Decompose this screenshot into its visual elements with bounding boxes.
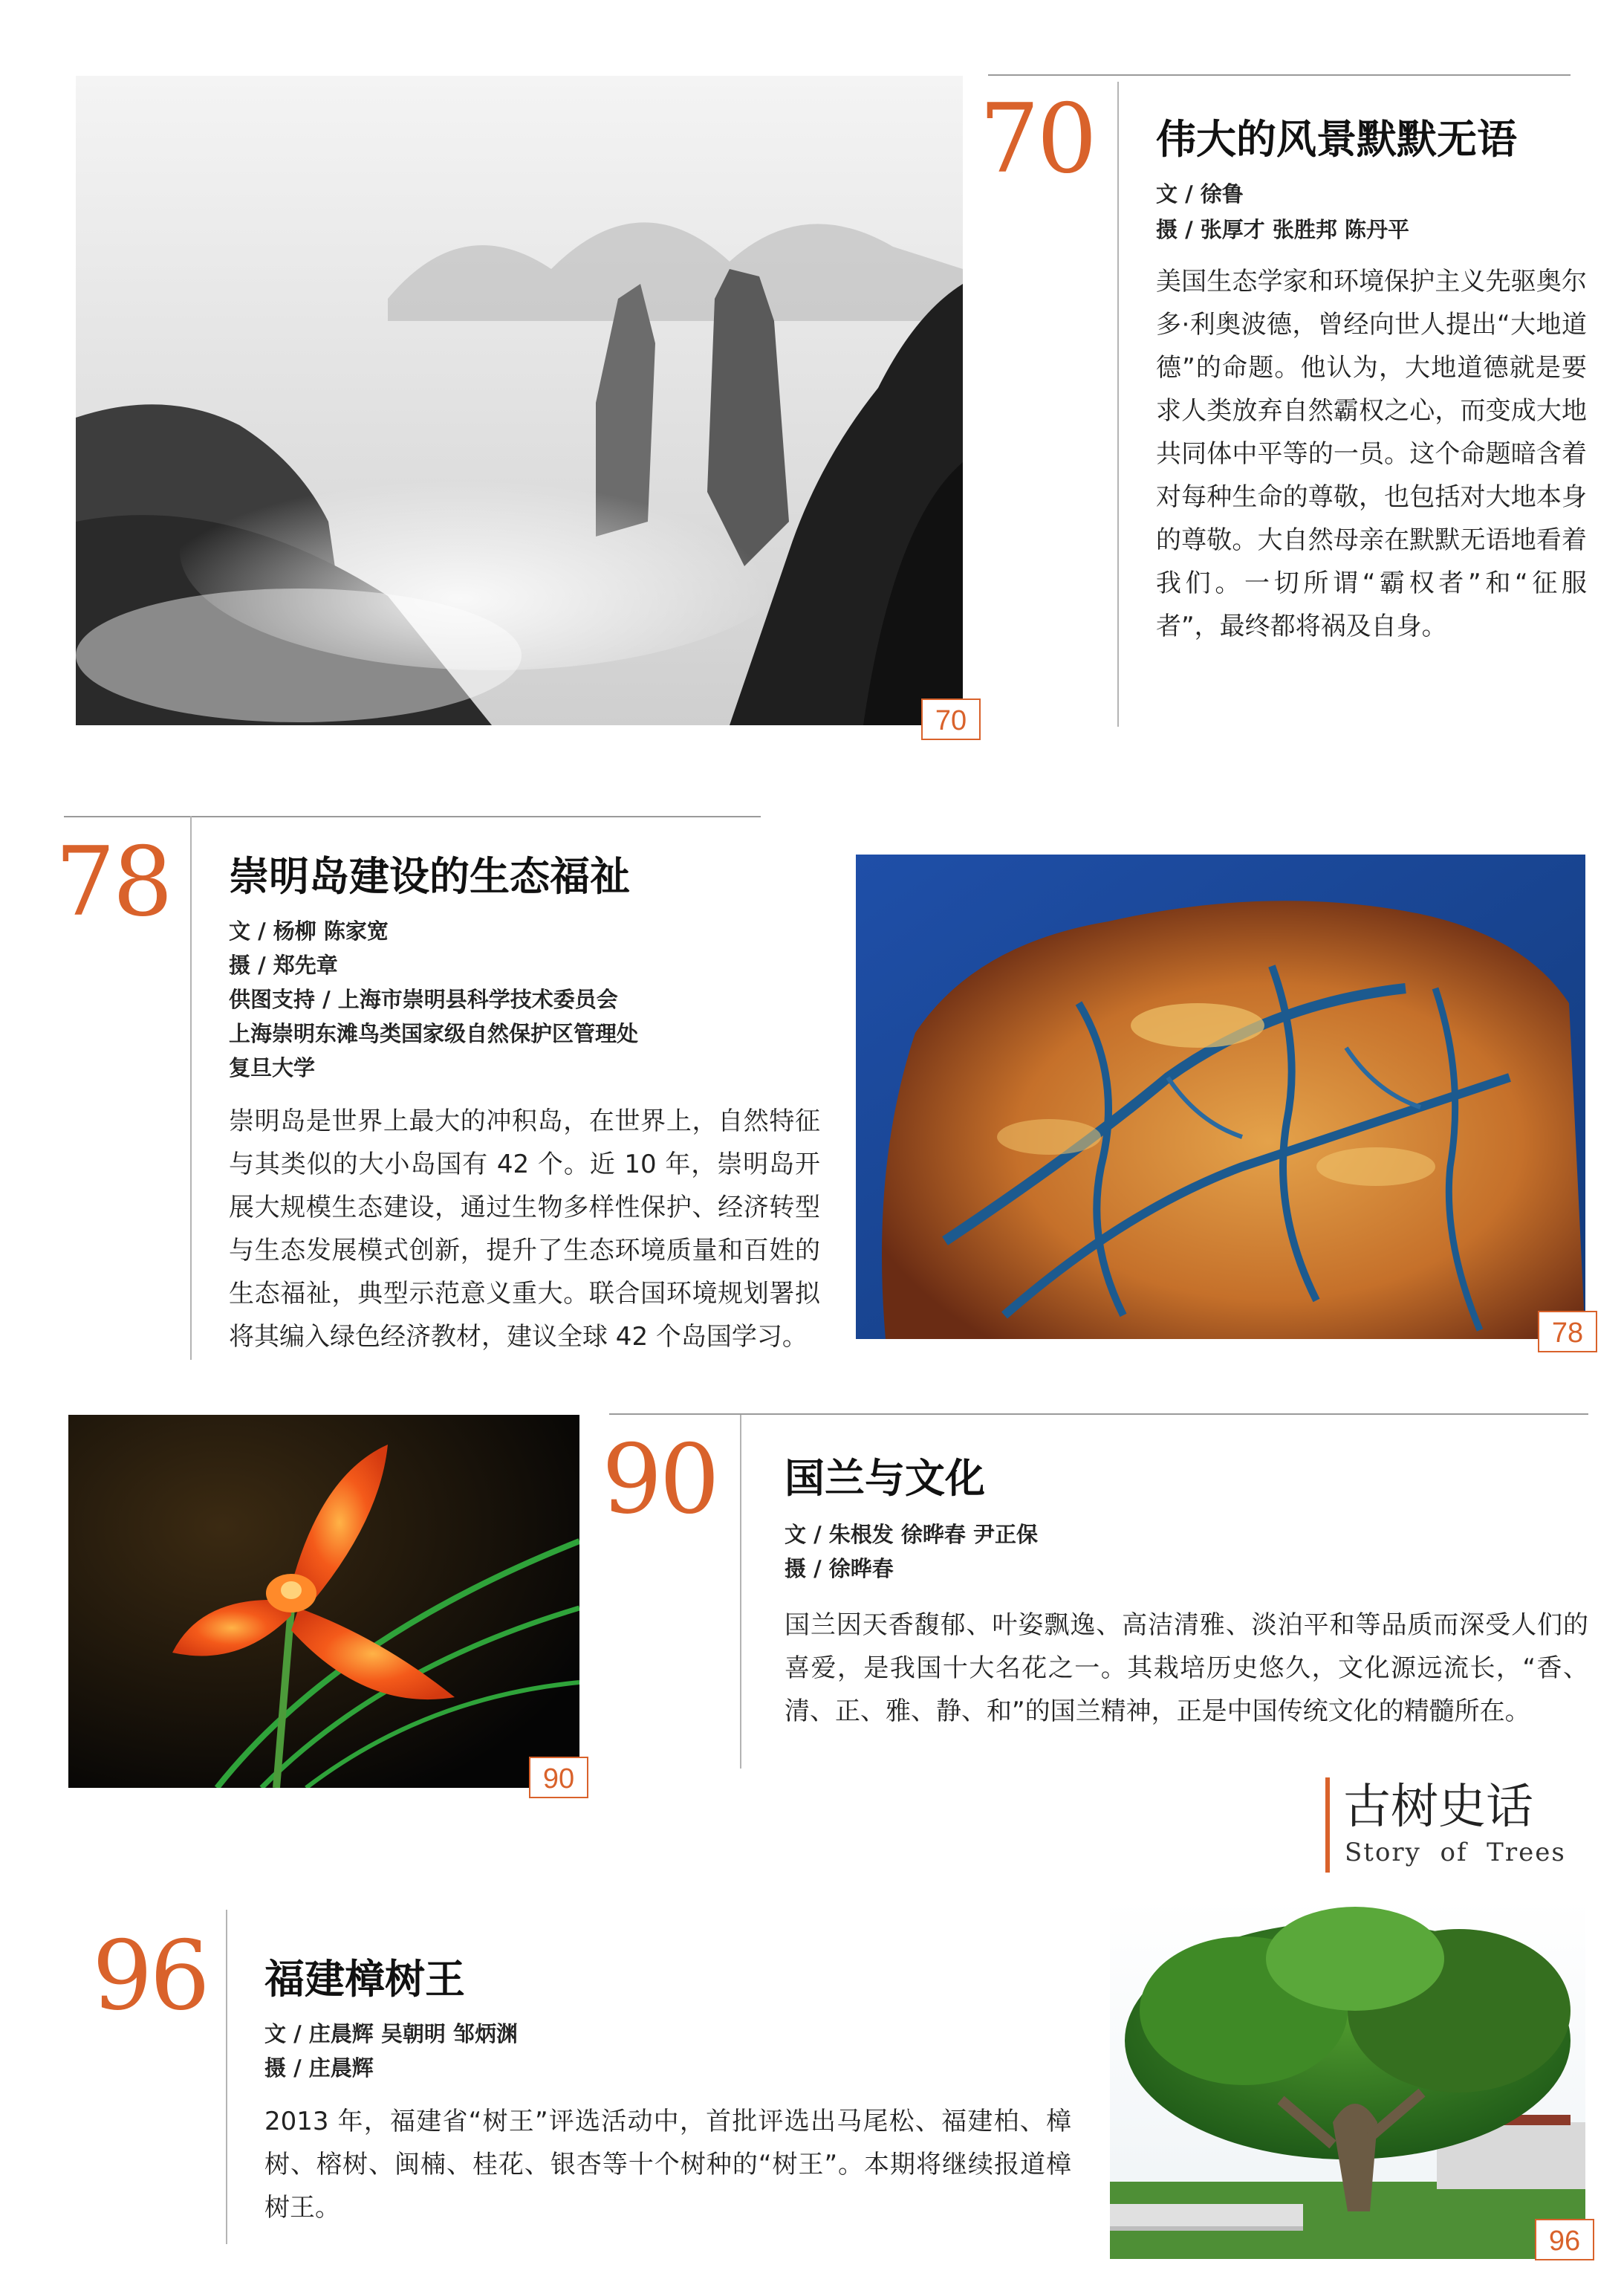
article-summary-70: 美国生态学家和环境保护主义先驱奥尔多·利奥波德，曾经向世人提出“大地道德”的命题。他认为，大地道德就是要求人类放弃自然霸权之心，而变成大地共同体中平等的一员。这个命题暗含着对每种生命的尊敬，也包括对大地本身的尊敬。大自然母亲在默默无语地看着我们。一切所谓“霸权者”和“征服者”，最终都将祸及自身。 bbox=[1156, 267, 1587, 641]
article-title-70[interactable]: 伟大的风景默默无语 bbox=[1156, 115, 1517, 163]
page-badge-96[interactable]: 96 bbox=[1535, 2219, 1594, 2260]
article-number-96: 96 bbox=[92, 1921, 207, 2032]
divider-article-78 bbox=[64, 816, 761, 817]
article-number-78: 78 bbox=[55, 827, 170, 938]
section-title-zh: 古树史话 bbox=[1343, 1780, 1533, 1835]
divider-article-90 bbox=[609, 1413, 1588, 1415]
article-credit-90-text: 文 / 朱根发 徐晔春 尹正保 bbox=[785, 1522, 1038, 1547]
article-title-78[interactable]: 崇明岛建设的生态福祉 bbox=[229, 852, 630, 900]
article-summary-78: 崇明岛是世界上最大的冲积岛，在世界上，自然特征与其类似的大小岛国有 42 个。近 10 年，崇明岛开展大规模生态建设，通过生物多样性保护、经济转型与生态发展模式创新，提升了生态环境质量和百姓的生态福祉，典型示范意义重大。联合国环境规划署拟将其编入绿色经济教材，建议全球 42 个岛国学习。 bbox=[229, 1106, 820, 1352]
section-accent-bar bbox=[1325, 1777, 1330, 1873]
article-summary-90: 国兰因天香馥郁、叶姿飘逸、高洁清雅、淡泊平和等品质而深受人们的喜爱，是我国十大名花之一。其栽培历史悠久，文化源远流长，“香、清、正、雅、静、和”的国兰精神，正是中国传统文化的精髓所在。 bbox=[785, 1610, 1588, 1726]
article-credit-96-text: 文 / 庄晨辉 吴朝明 邹炳渊 bbox=[264, 2021, 518, 2046]
misty-mountains-photo bbox=[76, 76, 963, 725]
vertical-rule-70 bbox=[1117, 82, 1119, 727]
article-credit-78-support-2: 上海崇明东滩鸟类国家级自然保护区管理处 bbox=[229, 1021, 639, 1046]
article-title-96[interactable]: 福建樟树王 bbox=[264, 1955, 465, 2003]
page-badge-90[interactable]: 90 bbox=[529, 1757, 588, 1798]
section-title-en: Story of Trees bbox=[1345, 1838, 1566, 1867]
article-credit-78-support: 供图支持 / 上海市崇明县科学技术委员会 bbox=[229, 987, 618, 1012]
vertical-rule-96 bbox=[226, 1910, 227, 2244]
article-credit-78-text: 文 / 杨柳 陈家宽 bbox=[229, 918, 389, 944]
article-credit-90-photo: 摄 / 徐晔春 bbox=[785, 1556, 894, 1581]
article-credit-70-text: 文 / 徐鲁 bbox=[1156, 181, 1244, 207]
camphor-tree-photo bbox=[1110, 1899, 1585, 2259]
article-summary-96: 2013 年，福建省“树王”评选活动中，首批评选出马尾松、福建柏、樟树、榕树、闽楠、桂花、银杏等十个树种的“树王”。本期将继续报道樟树王。 bbox=[264, 2107, 1071, 2223]
orchid-flower-photo bbox=[68, 1415, 579, 1788]
article-number-70: 70 bbox=[979, 84, 1094, 195]
article-title-90[interactable]: 国兰与文化 bbox=[785, 1454, 985, 1502]
divider-article-70 bbox=[988, 74, 1571, 76]
article-credit-78-photo: 摄 / 郑先章 bbox=[229, 953, 338, 978]
page-badge-78[interactable]: 78 bbox=[1538, 1311, 1597, 1352]
article-credit-96-photo: 摄 / 庄晨辉 bbox=[264, 2055, 374, 2081]
article-credit-78-support-3: 复旦大学 bbox=[229, 1055, 316, 1080]
vertical-rule-78 bbox=[190, 816, 192, 1360]
vertical-rule-90 bbox=[740, 1415, 741, 1769]
page-badge-70[interactable]: 70 bbox=[921, 698, 981, 740]
article-number-90: 90 bbox=[602, 1424, 717, 1535]
article-credit-70-photo: 摄 / 张厚才 张胜邦 陈丹平 bbox=[1156, 217, 1409, 242]
wetland-aerial-photo bbox=[856, 855, 1585, 1339]
